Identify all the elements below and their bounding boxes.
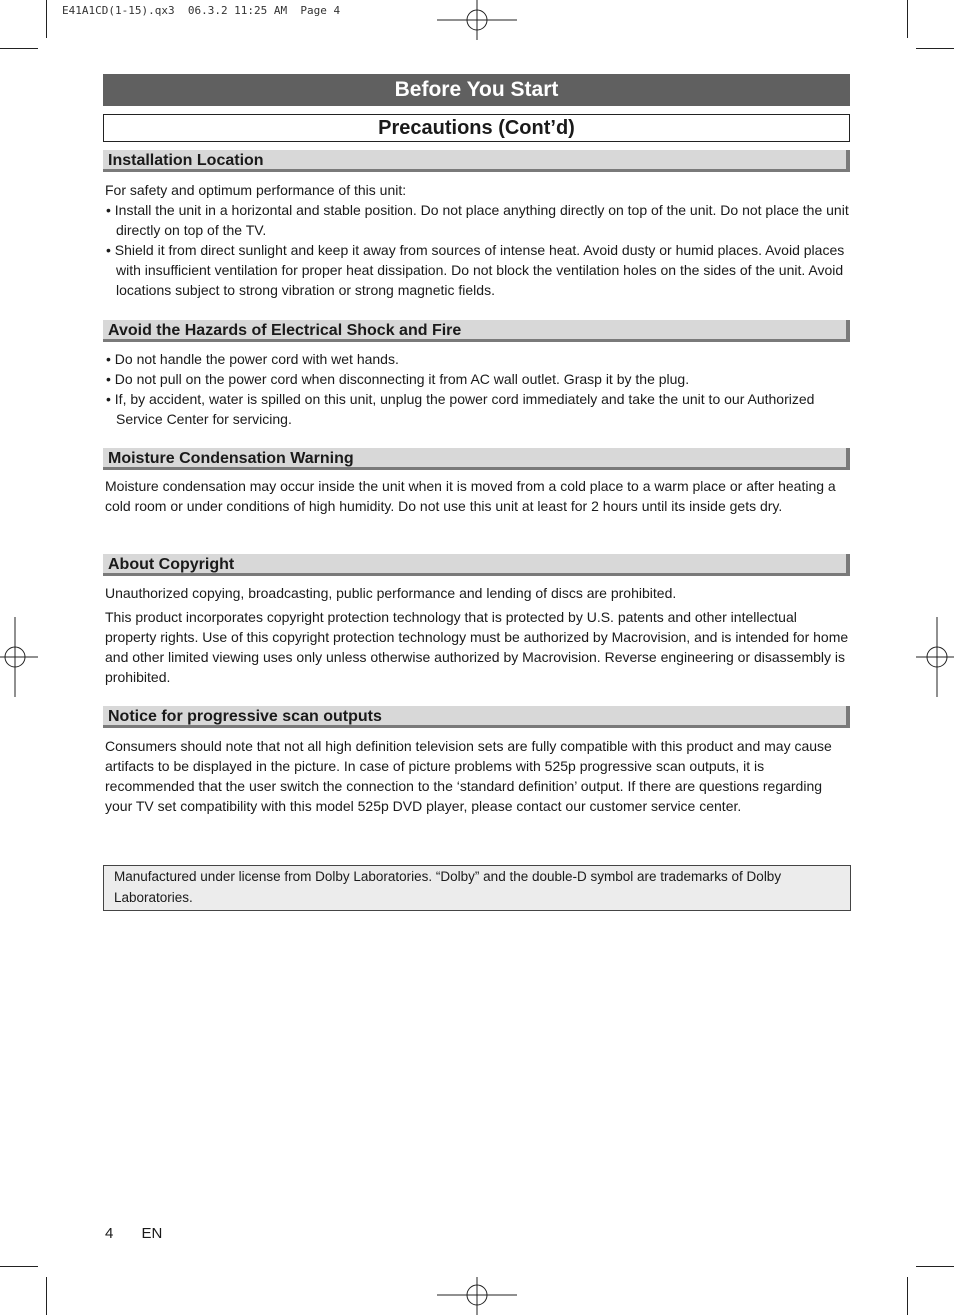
paragraph: Unauthorized copying, broadcasting, public performance and lending of discs are prohibited. — [105, 585, 677, 601]
section-body — [103, 180, 850, 300]
bullet-item: • Do not pull on the power cord when disconnecting it from AC wall outlet. Grasp it by the plug. — [106, 371, 690, 387]
section-body — [103, 349, 850, 429]
paragraph: For safety and optimum performance of this unit: — [105, 182, 407, 198]
dolby-notice: Manufactured under license from Dolby Laboratories. “Dolby” and the double-D symbol are trademarks of Dolby Laboratories. — [103, 865, 851, 911]
section-heading: Avoid the Hazards of Electrical Shock and Fire — [103, 320, 850, 342]
crop-mark — [916, 48, 954, 49]
crop-mark — [907, 1277, 908, 1315]
registration-mark-icon — [437, 0, 517, 40]
crop-mark — [916, 1266, 954, 1267]
registration-mark-icon — [916, 617, 954, 697]
registration-mark-icon — [437, 1277, 517, 1315]
crop-mark — [46, 1277, 47, 1315]
section-installation — [103, 150, 850, 300]
paragraph: Consumers should note that not all high definition television sets are fully compatible with this product and may cause artifacts to be displayed in the picture. In case of picture problems with 525p progressive scan outputs, it is recommended that the user switch the connection to the ‘standard definition’ output. If there are questions regarding your TV set compatibility with this model 525p DVD player, please contact our customer service center. — [105, 738, 832, 814]
page-title: Precautions (Cont’d) — [103, 114, 850, 142]
section-hazards — [103, 320, 850, 429]
section-moisture — [103, 448, 850, 516]
section-heading: About Copyright — [103, 554, 850, 576]
language-code: EN — [141, 1225, 163, 1242]
page-number: 4 — [105, 1225, 114, 1242]
section-heading: Installation Location — [103, 150, 850, 172]
registration-mark-icon — [0, 617, 38, 697]
section-copyright — [103, 554, 850, 687]
paragraph: Moisture condensation may occur inside the unit when it is moved from a cold place to a warm place or after heating a cold room or under conditions of high humidity. Do not use this unit at least for 2 hours until its inside gets dry. — [105, 478, 836, 514]
crop-mark — [907, 0, 908, 38]
chapter-banner: Before You Start — [103, 74, 850, 106]
section-progressive — [103, 706, 850, 816]
section-heading: Notice for progressive scan outputs — [103, 706, 850, 728]
bullet-item: • Do not handle the power cord with wet hands. — [106, 351, 399, 367]
section-body — [103, 736, 850, 816]
print-slug: E41A1CD(1-15).qx3 06.3.2 11:25 AM Page 4 — [62, 4, 341, 17]
section-body — [103, 583, 850, 687]
paragraph: This product incorporates copyright protection technology that is protected by U.S. patents and other intellectual property rights. Use of this copyright protection technology must be authorized by Macrovision, and is intended for home and other limited viewing uses only unless otherwise authorized by Macrovision. Reverse engineering or disassembly is prohibited. — [105, 609, 849, 685]
crop-mark — [0, 1266, 38, 1267]
crop-mark — [0, 48, 38, 49]
bullet-item: • Install the unit in a horizontal and stable position. Do not place anything directly on top of the unit. Do not place the unit directly on top of the TV. — [106, 202, 849, 238]
page-footer — [105, 1225, 162, 1242]
bullet-item: • If, by accident, water is spilled on this unit, unplug the power cord immediately and take the unit to our Authorized Service Center for servicing. — [106, 391, 815, 427]
section-body — [103, 476, 850, 516]
crop-mark — [46, 0, 47, 38]
section-heading: Moisture Condensation Warning — [103, 448, 850, 470]
bullet-item: • Shield it from direct sunlight and keep it away from sources of intense heat. Avoid dusty or humid places. Avoid places with insufficient ventilation for proper heat dissipation. Do not block the ventilation holes on the sides of the unit. Avoid locations subject to strong vibration or strong magnetic fields. — [106, 242, 845, 298]
